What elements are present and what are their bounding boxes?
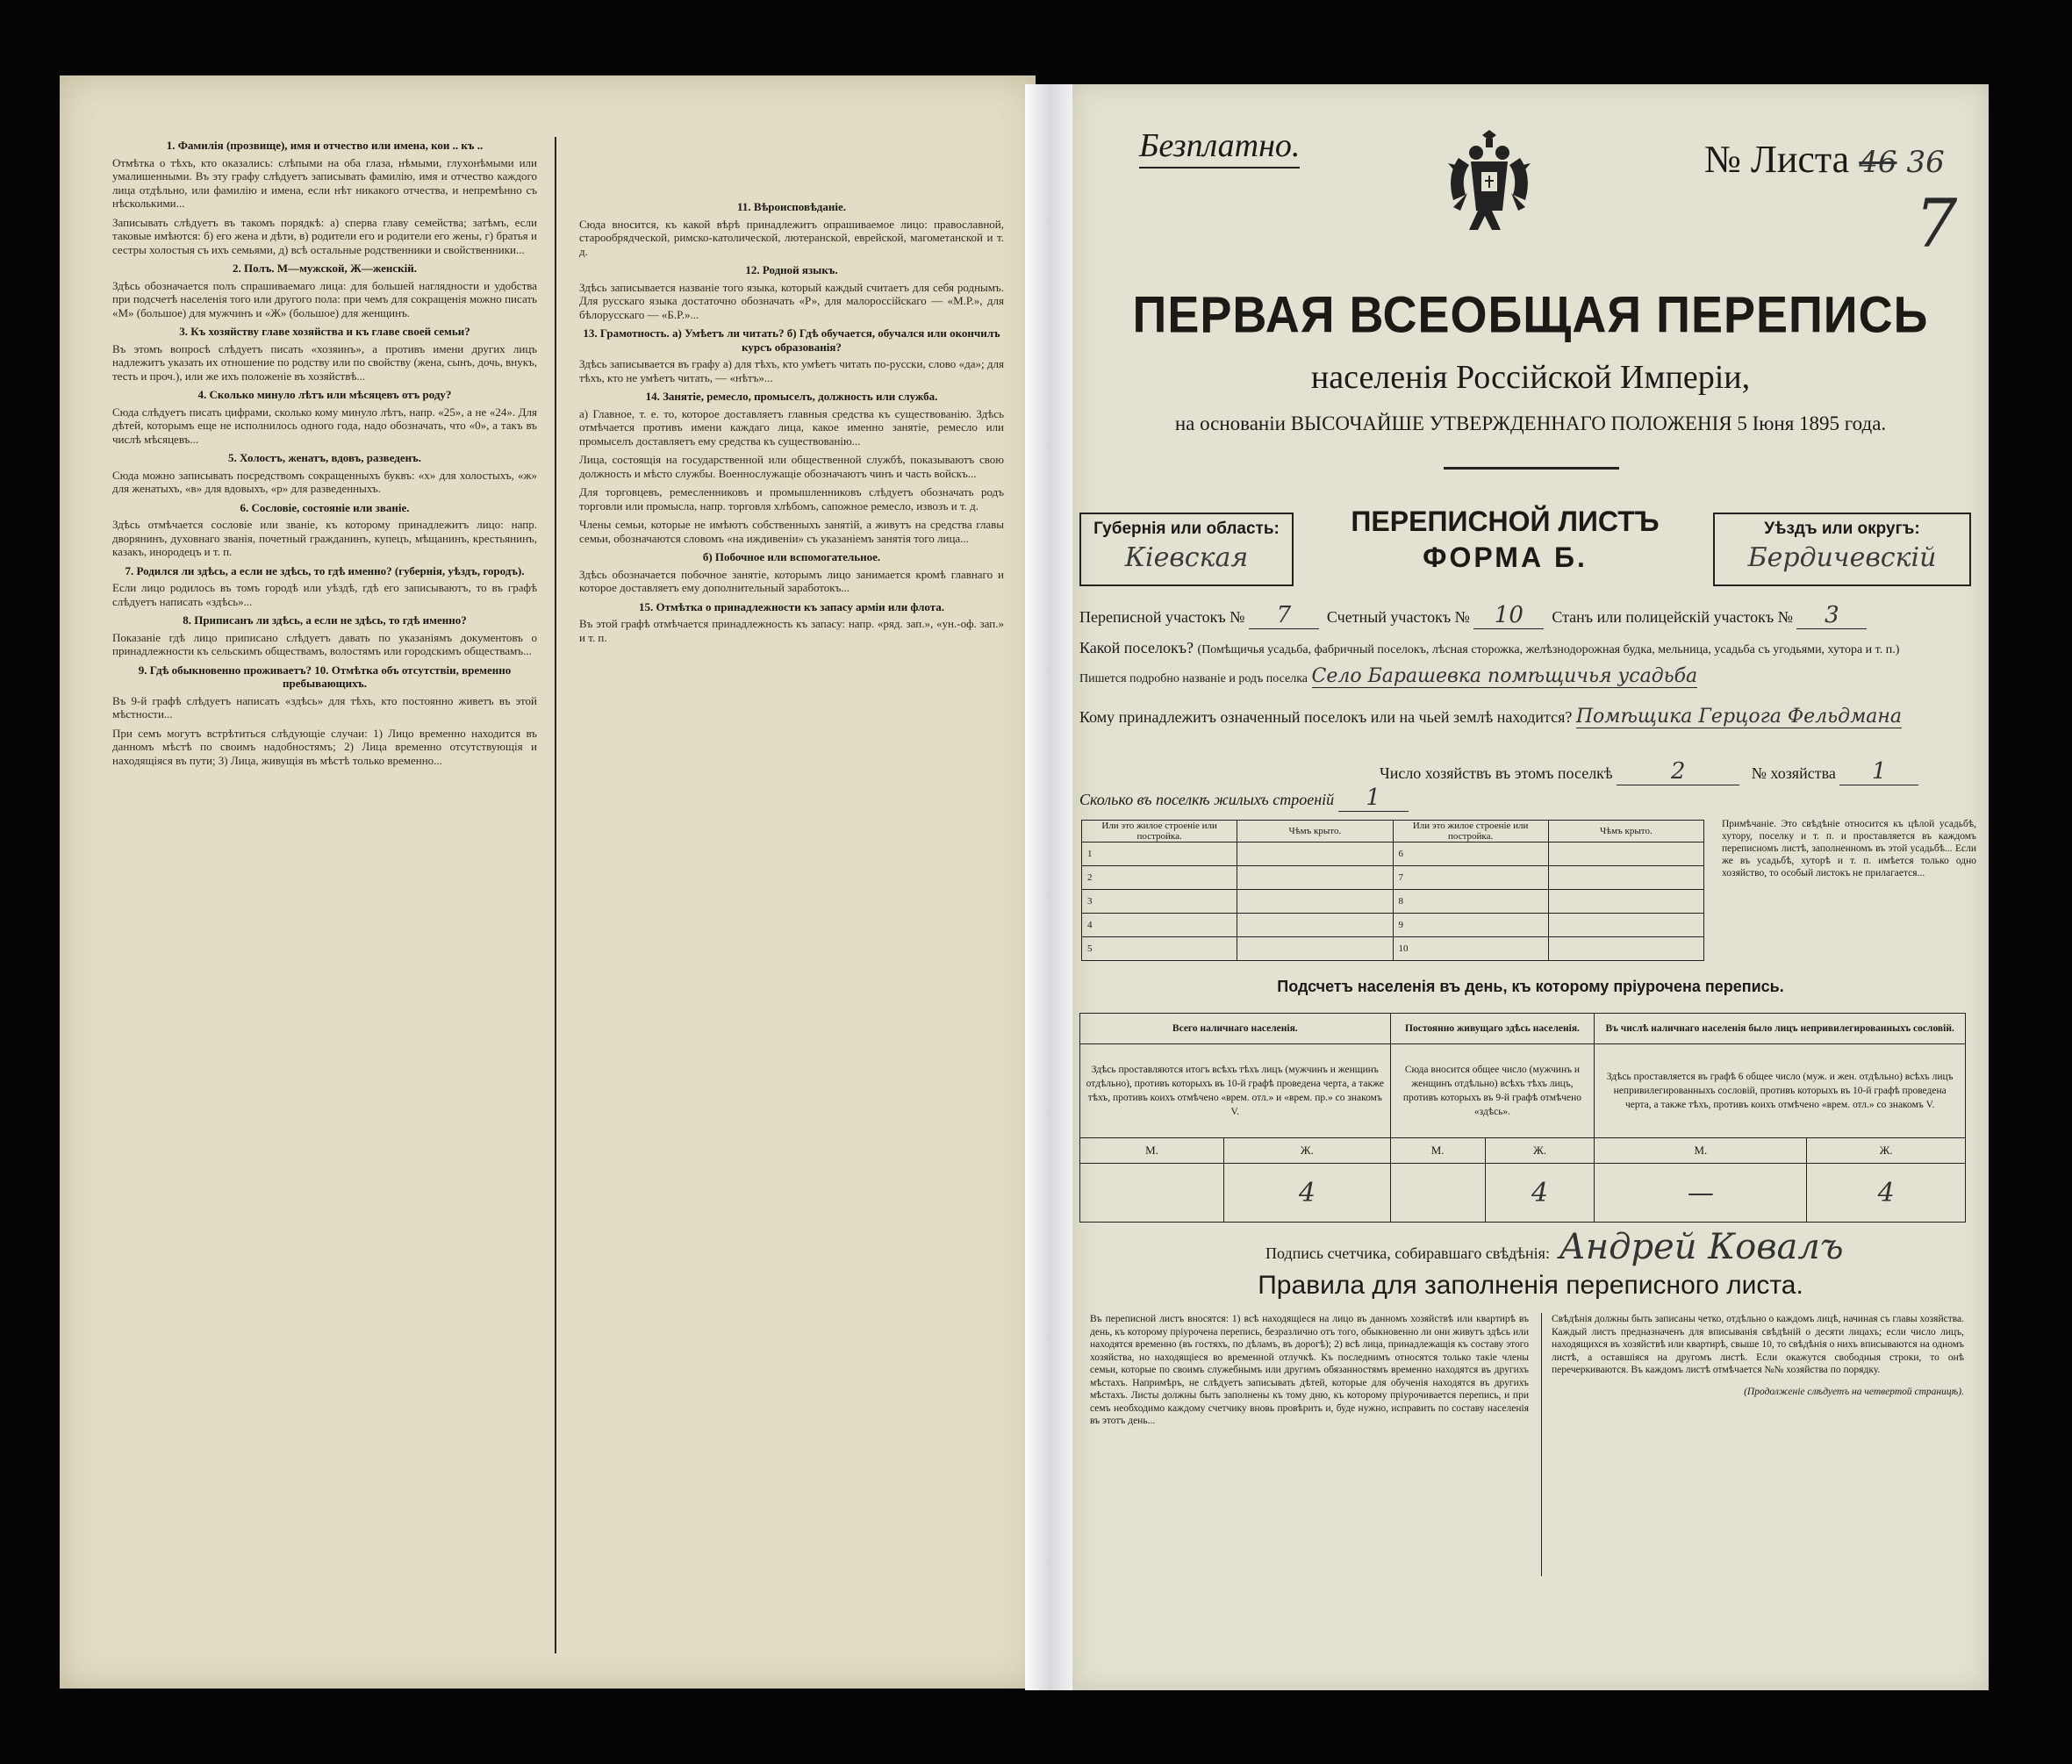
instruction-heading: 7. Родился ли здѣсь, а если не здѣсь, то гдѣ именно? (губернія, уѣздъ, городъ). — [125, 563, 525, 577]
count-col-description: Здѣсь проставляется въ графѣ 6 общее число (муж. и жен. отдѣльно) всѣхъ лицъ непривилегированныхъ сословій, противъ которыхъ въ 10-й графѣ проведена черта, а также тѣхъ, противъ коихъ отмѣчено «врем. отл.» со знакомъ V. — [1595, 1044, 1966, 1138]
sheet-number-label: № Листа — [1704, 138, 1850, 181]
signature-label: Подпись счетчика, собиравшаго свѣдѣнія: — [1265, 1244, 1550, 1262]
instruction-item — [579, 550, 1004, 595]
enumerator-signature: Андрей Ковалъ — [1559, 1227, 1844, 1267]
instruction-heading: 15. Отмѣтка о принадлежности къ запасу армiи или флота. — [638, 599, 945, 613]
instruction-heading: 13. Грамотность. а) Умѣетъ ли читать? б) Гдѣ обучается, обучался или окончилъ курсъ образованія? — [583, 326, 1000, 354]
buildings-note: Примѣчаніе. Это свѣдѣніе относится къ цѣлой усадьбѣ, хутору, поселку и т. п. и проставляется въ каждомъ переписномъ листѣ, заполненномъ въ этой усадьбѣ... Если же въ усадьбѣ, хуторѣ и т. п. имѣется только одно хозяйство, то особый листокъ не прилагается... — [1722, 819, 1976, 878]
settlement-value-line — [1079, 665, 1697, 688]
table-cell — [1237, 843, 1393, 866]
stan-label: Станъ или полицейскій участокъ № — [1552, 608, 1793, 626]
count-value: 4 — [1807, 1164, 1966, 1223]
instruction-item — [579, 518, 1004, 545]
buildings-value: 1 — [1338, 785, 1409, 812]
schetny-label: Счетный участокъ № — [1326, 608, 1470, 626]
form-title-main: ПЕРЕПИСНОЙ ЛИСТЪ — [1351, 506, 1660, 537]
instruction-item — [579, 390, 1004, 448]
male-label: М. — [1390, 1138, 1485, 1164]
instruction-item — [112, 501, 537, 559]
poselok-hint: (Помѣщичья усадьба, фабричный поселокъ, лѣсная сторожка, желѣзнодорожная будка, мельница, усадьба съ угодьями, хутора и т. п.) — [1197, 643, 1900, 656]
count-value: — — [1595, 1164, 1807, 1223]
table-cell — [1548, 890, 1703, 914]
count-col-description: Сюда вносится общее число (мужчинъ и женщинъ отдѣльно) всѣхъ тѣхъ лицъ, противъ которыхъ въ 9-й графѣ отмѣчено «здѣсь». — [1390, 1044, 1595, 1138]
poselok-value: Село Барашевка помѣщичья усадьба — [1311, 665, 1698, 687]
instruction-heading: 4. Сколько минуло лѣтъ или мѣсяцевъ отъ роду? — [197, 388, 452, 401]
uezd-label: Уѣздъ или округъ: — [1764, 520, 1920, 538]
population-count-table — [1079, 1013, 1966, 1223]
free-label: Безплатно. — [1139, 126, 1300, 169]
table-row — [1082, 843, 1704, 866]
instruction-item — [579, 453, 1004, 480]
instruction-heading: 6. Сословіе, состояніе или званіе. — [240, 500, 410, 514]
form-title-type: ФОРМА Б. — [1423, 541, 1588, 573]
signature-line — [1265, 1227, 1844, 1267]
rules-column-left: Въ переписной листъ вносятся: 1) всѣ находящіеся на лицо въ данномъ хозяйствѣ или квартирѣ въ день, къ которому пріурочена перепись, безразлично отъ того, обыкновенно ли они живутъ здѣсь или находятся временно (въ гостяхъ, по дѣламъ, въ дорогѣ); 2) всѣ лица, принадлежащія къ составу этого хозяйства, но находящіеся во временной отлучкѣ. Къ последнимъ относятся только такіе члены семьи, которые по своимъ служебнымъ или другимъ обязанностямъ временно находятся въ другихъ мѣстахъ. Напримѣръ, не слѣдуетъ записывать дѣтей, которые для обученія находятся въ другихъ мѣстахъ. Листы должны быть заполнены къ тому дню, къ которому пріурочивается перепись, и при семъ необходимо каждому счетчику вновь провѣрить и, буде нужно, исправить по составу населенія въ этотъ день... — [1090, 1313, 1542, 1576]
owner-label: Кому принадлежитъ означенный поселокъ или на чьей землѣ находится? — [1079, 708, 1573, 726]
table-cell — [1548, 843, 1703, 866]
household-no-label: № хозяйства — [1751, 764, 1836, 782]
instruction-item — [112, 451, 537, 496]
instructions-page — [60, 75, 1036, 1689]
instruction-item — [112, 262, 537, 319]
sheet-number — [1704, 137, 1945, 182]
document-subtitle: населенія Россійской Имперіи, — [1310, 359, 1751, 396]
instruction-text: Въ 9-й графѣ слѣдуетъ написать «здѣсь» для тѣхъ, кто постоянно живетъ въ этой мѣстности... — [112, 693, 537, 721]
table-cell — [1548, 866, 1703, 890]
settlement-line — [1079, 639, 1899, 657]
instructions-column-left — [112, 137, 556, 1653]
bld-col-header: Или это жилое строеніе или постройка. — [1393, 821, 1548, 843]
instruction-item — [579, 485, 1004, 513]
gubernia-label: Губернія или область: — [1093, 520, 1280, 538]
table-cell: 5 — [1082, 937, 1237, 961]
sheet-number-value: 36 — [1906, 145, 1945, 180]
instruction-heading: 8. Приписанъ ли здѣсь, а если не здѣсь, то гдѣ именно? — [183, 613, 467, 627]
handwritten-number: 7 — [1915, 184, 1958, 262]
instruction-text: Въ этой графѣ отмѣчается принадлежность къ запасу: напр. «ряд. зап.», «ун.-оф. зап.» и т. п. — [579, 617, 1004, 644]
instruction-heading: 14. Занятіе, ремесло, промыселъ, должность или служба. — [645, 390, 938, 403]
instruction-text: Показаніе гдѣ лицо приписано слѣдуетъ давать по указаніямъ документовъ о принадлежности къ сельскимъ обществамъ, волостямъ или городскимъ обществамъ... — [112, 630, 537, 657]
instruction-item — [579, 200, 1004, 258]
instruction-item — [112, 564, 537, 609]
bld-col-header: Чѣмъ крыто. — [1237, 821, 1393, 843]
count-col-header: Въ числѣ наличнаго населенія было лицъ непривилегированныхъ сословій. — [1595, 1014, 1966, 1044]
table-cell — [1548, 914, 1703, 937]
form-title — [1299, 506, 1711, 574]
rules-column-right — [1552, 1313, 1964, 1398]
uchastok-value: 7 — [1249, 602, 1319, 629]
instruction-text: Отмѣтка о тѣхъ, кто оказались: слѣпыми на оба глаза, нѣмыми, глухонѣмыми или умалишенными. Въ эту графу слѣдуетъ записывать фамилію, имя и отчество каждого лица отдѣльно, или фамилію и имена, если нѣт никакого отчества, и непремѣнно съ нѣсколькими... — [112, 155, 537, 210]
instruction-heading: 3. Къ хозяйству главе хозяйства и къ главе своей семьи? — [179, 325, 470, 338]
instruction-heading: 9. Гдѣ обыкновенно проживаетъ? 10. Отмѣтка объ отсутствіи, временно пребывающихъ. — [138, 663, 512, 690]
buildings-line — [1079, 785, 1409, 812]
instruction-text: Здѣсь записывается въ графу а) для тѣхъ, кто умѣетъ читать по-русски, слово «да»; для тѣхъ, кто не умѣетъ читать, — «нѣтъ»... — [579, 357, 1004, 384]
table-cell: 6 — [1393, 843, 1548, 866]
gubernia-value: Кіевская — [1124, 542, 1249, 573]
decree-line: на основаніи ВЫСОЧАЙШЕ УТВЕРЖДЕННАГО ПОЛОЖЕНІЯ 5 Іюня 1895 года. — [1174, 412, 1887, 434]
instruction-text: Для торговцевъ, ремесленниковъ и промышленниковъ слѣдуетъ обозначать родъ торговли или промысла, напр. торговля хлѣбомъ, сапожное ремесло, извозъ и т. д. — [579, 485, 1004, 513]
female-label: Ж. — [1224, 1138, 1390, 1164]
instruction-text: Сюда можно записывать посредствомъ сокращенныхъ буквъ: «х» для холостыхъ, «ж» для женатыхъ, «в» для вдовыхъ, «р» для разведенныхъ. — [112, 468, 537, 495]
table-cell: 4 — [1082, 914, 1237, 937]
instruction-heading: 11. Вѣроисповѣданіе. — [737, 200, 846, 213]
bld-col-header: Или это жилое строеніе или постройка. — [1082, 821, 1237, 843]
table-cell — [1237, 914, 1393, 937]
instruction-heading: 12. Родной языкъ. — [745, 263, 838, 276]
instruction-item — [579, 326, 1004, 384]
table-row — [1082, 914, 1704, 937]
count-value — [1390, 1164, 1485, 1223]
instruction-item — [579, 263, 1004, 321]
instruction-text: Сюда вносится, къ какой вѣрѣ принадлежитъ опрашиваемое лицо: православной, старообрядческой, римско-католической, лютеранской, еврейской, магометанской и т. д. — [579, 217, 1004, 258]
table-cell: 3 — [1082, 890, 1237, 914]
instruction-text: Члены семьи, которые не имѣютъ собственныхъ занятій, а живутъ на средства главы семьи, обозначаются словомъ «на иждивеніи» съ указаніемъ занятія того лица... — [579, 518, 1004, 545]
table-row — [1082, 890, 1704, 914]
table-cell: 10 — [1393, 937, 1548, 961]
owner-line — [1079, 706, 1902, 728]
uezd-box — [1713, 513, 1971, 586]
male-label: М. — [1595, 1138, 1807, 1164]
district-line — [1079, 602, 1867, 629]
sheet-number-crossed: 46 — [1859, 145, 1897, 180]
document-title: ПЕРВАЯ ВСЕОБЩАЯ ПЕРЕПИСЬ — [1132, 286, 1929, 344]
households-label: Число хозяйствъ въ этомъ поселкѣ — [1380, 764, 1613, 782]
table-row — [1082, 937, 1704, 961]
households-line — [1380, 758, 1918, 785]
poselok-hint2: Пишется подробно названіе и родъ поселка — [1079, 672, 1308, 685]
instruction-item — [112, 325, 537, 383]
count-col-header: Всего наличнаго населенія. — [1080, 1014, 1391, 1044]
rules-text: Свѣдѣнія должны быть записаны четко, отдѣльно о каждомъ лицѣ, начиная съ главы хозяйства. Каждый листъ предназначенъ для вписыванія свѣдѣній о десяти лицахъ; если число лицъ, находящихся въ хозяйствѣ или квартирѣ, свыше 10, то свѣдѣнія о нихъ вписываются на одномъ листѣ, а оставшіяся на другомъ листѣ. Если окажутся свободныя строки, то онѣ перечеркиваются. Въ каждомъ листѣ отмѣчается №№ хозяйства по порядку. — [1552, 1314, 1964, 1375]
divider — [1444, 467, 1619, 470]
imperial-eagle-icon — [1441, 123, 1538, 246]
table-cell: 2 — [1082, 866, 1237, 890]
count-value: 4 — [1485, 1164, 1595, 1223]
instruction-text: Сюда слѣдуетъ писать цифрами, сколько кому минуло лѣтъ, напр. «25», а не «24». Для дѣтей, которымъ еще не исполнилось одного года, надо обозначать, что «0», а такъ въ числѣ мѣсяцевъ... — [112, 405, 537, 446]
table-cell — [1548, 937, 1703, 961]
schetny-value: 10 — [1473, 602, 1544, 629]
table-cell: 7 — [1393, 866, 1548, 890]
uezd-value: Бердичевскій — [1747, 542, 1937, 573]
instruction-text: При семъ могутъ встрѣтиться слѣдующіе случаи: 1) Лицо временно находится въ данномъ мѣстѣ по своимъ надобностямъ; 2) Лица временно отсутствующія и находящіяся въ пути; 3) Лица, живущія въ мѣстѣ только временно... — [112, 726, 537, 767]
female-label: Ж. — [1485, 1138, 1595, 1164]
instruction-text: Здѣсь отмѣчается сословіе или званіе, къ которому принадлежитъ лицо: напр. дворянинъ, духовнаго званія, почетный гражданинъ, купецъ, мѣщанинъ, крестьянинъ, казакъ, инородецъ и т. п. — [112, 518, 537, 558]
table-cell: 9 — [1393, 914, 1548, 937]
instruction-heading: 5. Холостъ, женатъ, вдовъ, разведенъ. — [228, 451, 421, 464]
table-cell: 8 — [1393, 890, 1548, 914]
instruction-item — [112, 388, 537, 446]
instruction-heading: 1. Фамилія (прозвище), имя и отчество или имена, кои .. къ .. — [166, 139, 484, 152]
gubernia-box — [1079, 513, 1294, 586]
form-header — [1079, 500, 1966, 597]
stan-value: 3 — [1796, 602, 1867, 629]
household-no-value: 1 — [1839, 758, 1918, 785]
book-spine — [1025, 84, 1076, 1690]
instruction-text: Здѣсь обозначается побочное занятіе, которымъ лицо занимается кромѣ главнаго и которое доставляетъ ему дополнительный заработокъ... — [579, 567, 1004, 594]
instruction-item — [112, 613, 537, 658]
rules-footer: (Продолженіе слѣдуетъ на четвертой страницѣ). — [1744, 1386, 1964, 1397]
count-col-header: Постоянно живущаго здѣсь населенія. — [1390, 1014, 1595, 1044]
table-row — [1082, 866, 1704, 890]
uchastok-label: Переписной участокъ № — [1079, 608, 1245, 626]
instructions-column-right — [579, 137, 1004, 1653]
instruction-item — [112, 216, 537, 257]
census-form-page — [1072, 84, 1989, 1690]
instruction-item — [112, 727, 537, 768]
male-label: М. — [1080, 1138, 1224, 1164]
instruction-item — [579, 600, 1004, 645]
table-cell — [1237, 937, 1393, 961]
buildings-table — [1081, 820, 1704, 961]
count-value — [1080, 1164, 1224, 1223]
table-cell: 1 — [1082, 843, 1237, 866]
instruction-item — [112, 139, 537, 211]
instruction-heading: 2. Полъ. М—мужской, Ж—женскій. — [232, 262, 418, 275]
instruction-item — [112, 663, 537, 721]
table-cell — [1237, 890, 1393, 914]
instruction-text: Лица, состоящія на государственной или общественной службѣ, показываютъ свою должность и мѣсто службы. Военнослужащіе обозначаютъ чинъ и часть войскъ... — [579, 453, 1004, 480]
table-cell — [1237, 866, 1393, 890]
households-value: 2 — [1617, 758, 1739, 785]
female-label: Ж. — [1807, 1138, 1966, 1164]
count-header: Подсчетъ населенія въ день, къ которому пріурочена перепись. — [1277, 978, 1784, 995]
instruction-text: Здѣсь обозначается полъ спрашиваемаго лица: для большей наглядности и удобства при подсчетѣ населенія того или другого пола: при чемъ для сокращенія можно писать «М» (большое) для мужчинъ и «Ж» (большое) для женщинъ. — [112, 278, 537, 319]
bld-col-header: Чѣмъ крыто. — [1548, 821, 1703, 843]
instruction-text: Въ этомъ вопросѣ слѣдуетъ писать «хозяинъ», а противъ имени других лицъ надлежитъ указать их отношение по родству или по свойству (жена, сынъ, дочь, внукъ, тесть и проч.), или же ихъ положеніе въ хозяйствѣ... — [112, 341, 537, 383]
instruction-text: а) Главное, т. е. то, которое доставляетъ главныя средства къ существованію. Здѣсь отмѣчается противъ имени каждаго лица, какое именно занятіе, ремесло или промыселъ доставляетъ ему средства къ существованію... — [579, 406, 1004, 448]
instruction-text: Здѣсь записывается названіе того языка, который каждый считаетъ для себя роднымъ. Для русскаго языка достаточно обозначать «Р», для малороссійскаго — «М.Р.», для бѣлорусскаго — «Б.Р.»... — [579, 280, 1004, 321]
poselok-label: Какой поселокъ? — [1079, 639, 1194, 656]
instruction-text: Если лицо родилось въ томъ городѣ или уѣздѣ, гдѣ его записываютъ, то въ графѣ слѣдуетъ написать «здѣсь»... — [112, 581, 537, 608]
count-col-description: Здѣсь проставляются итогъ всѣхъ тѣхъ лицъ (мужчинъ и женщинъ отдѣльно), противъ которыхъ въ 10-й графѣ проведена черта, а также тѣхъ, противъ коихъ отмѣчено «врем. отл.» и «врем. пр.» со знакомъ V. — [1080, 1044, 1391, 1138]
rules-title: Правила для заполненія переписного листа. — [1258, 1271, 1803, 1300]
buildings-label: Сколько въ поселкѣ жилыхъ строеній — [1079, 791, 1335, 808]
count-value: 4 — [1224, 1164, 1390, 1223]
instruction-heading: б) Побочное или вспомогательное. — [702, 550, 881, 563]
owner-value: Помѣщика Герцога Фельдмана — [1575, 706, 1903, 728]
instruction-text: Записывать слѣдуетъ въ такомъ порядкѣ: а) сперва главу семейства; затѣмъ, если таковые имѣются: б) его жена и дѣти, в) родители его и родители его жены, г) братья и сестры холостыя съ ихъ семьями, д) всѣ остальные родственники и свойственники... — [112, 215, 537, 256]
